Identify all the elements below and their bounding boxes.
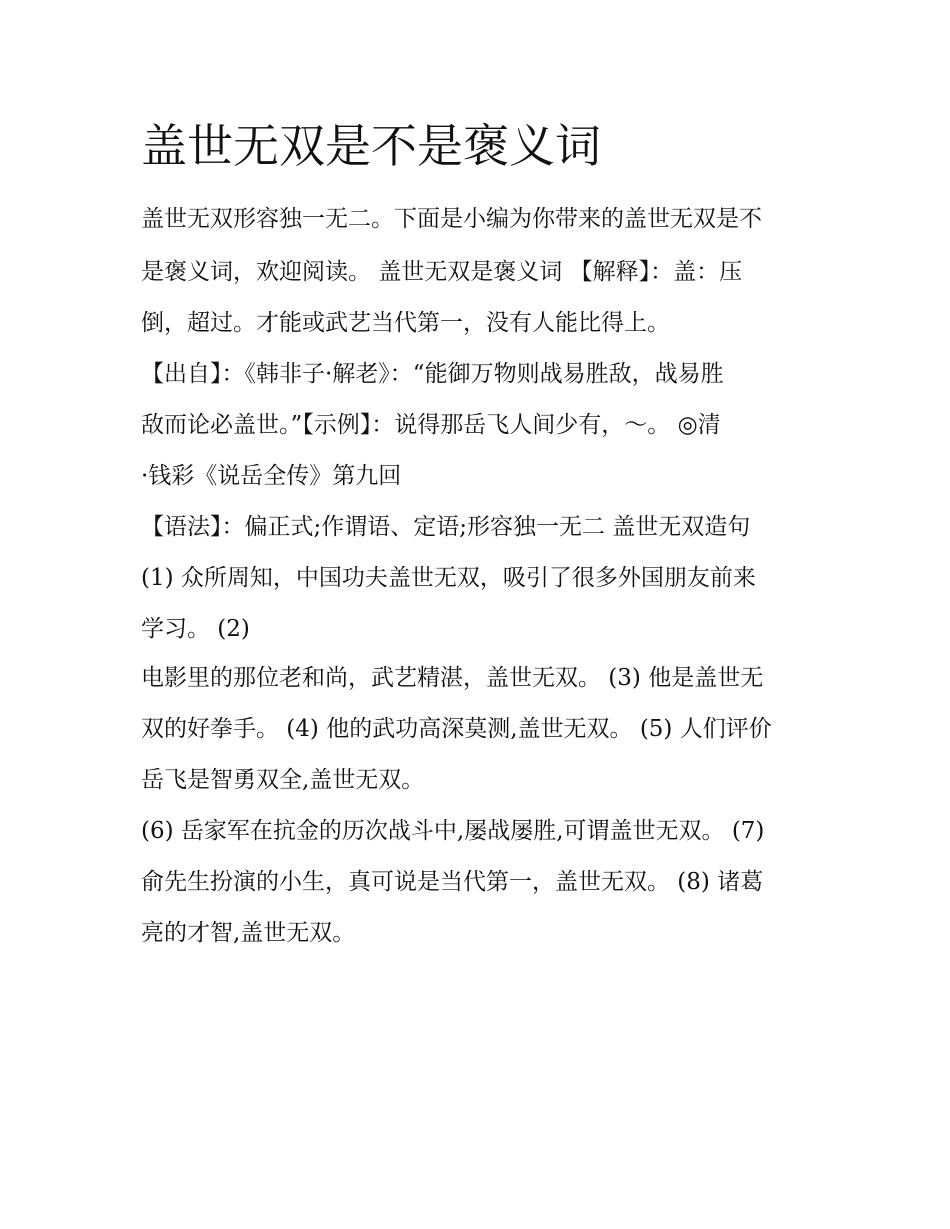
body-line-8: (1) 众所周知，中国功夫盖世无双，吸引了很多外国朋友前来: [141, 565, 756, 591]
body-line-3: 倒，超过。才能或武艺当代第一，没有人能比得上。: [141, 310, 670, 336]
body-line-7: 【语法】：偏正式;作谓语、定语;形容独一无二 盖世无双造句: [141, 514, 751, 540]
body-line-9: 学习。 (2): [141, 616, 250, 642]
body-line-11: 双的好拳手。 (4) 他的武功高深莫测,盖世无双。 (5) 人们评价: [141, 716, 772, 742]
body-line-10: 电影里的那位老和尚，武艺精湛，盖世无双。 (3) 他是盖世无: [141, 665, 764, 691]
body-line-15: 亮的才智,盖世无双。: [141, 920, 356, 946]
page-title: 盖世无双是不是褒义词: [141, 119, 601, 173]
body-line-12: 岳飞是智勇双全,盖世无双。: [141, 767, 425, 793]
body-line-4: 【出自】：《韩非子·解老》：“能御万物则战易胜敌，战易胜: [141, 361, 724, 387]
body-line-13: (6) 岳家军在抗金的历次战斗中,屡战屡胜,可谓盖世无双。 (7): [141, 818, 765, 844]
body-line-2: 是褒义词，欢迎阅读。 盖世无双是褒义词 【解释】：盖：压: [141, 259, 743, 285]
body-line-14: 俞先生扮演的小生，真可说是当代第一，盖世无双。 (8) 诸葛: [141, 869, 764, 895]
body-line-1: 盖世无双形容独一无二。下面是小编为你带来的盖世无双是不: [141, 206, 762, 232]
body-line-6: ·钱彩《说岳全传》第九回: [141, 463, 402, 489]
body-line-5: 敌而论必盖世。”【示例】：说得那岳飞人间少有，～。 ◎清: [141, 412, 721, 438]
